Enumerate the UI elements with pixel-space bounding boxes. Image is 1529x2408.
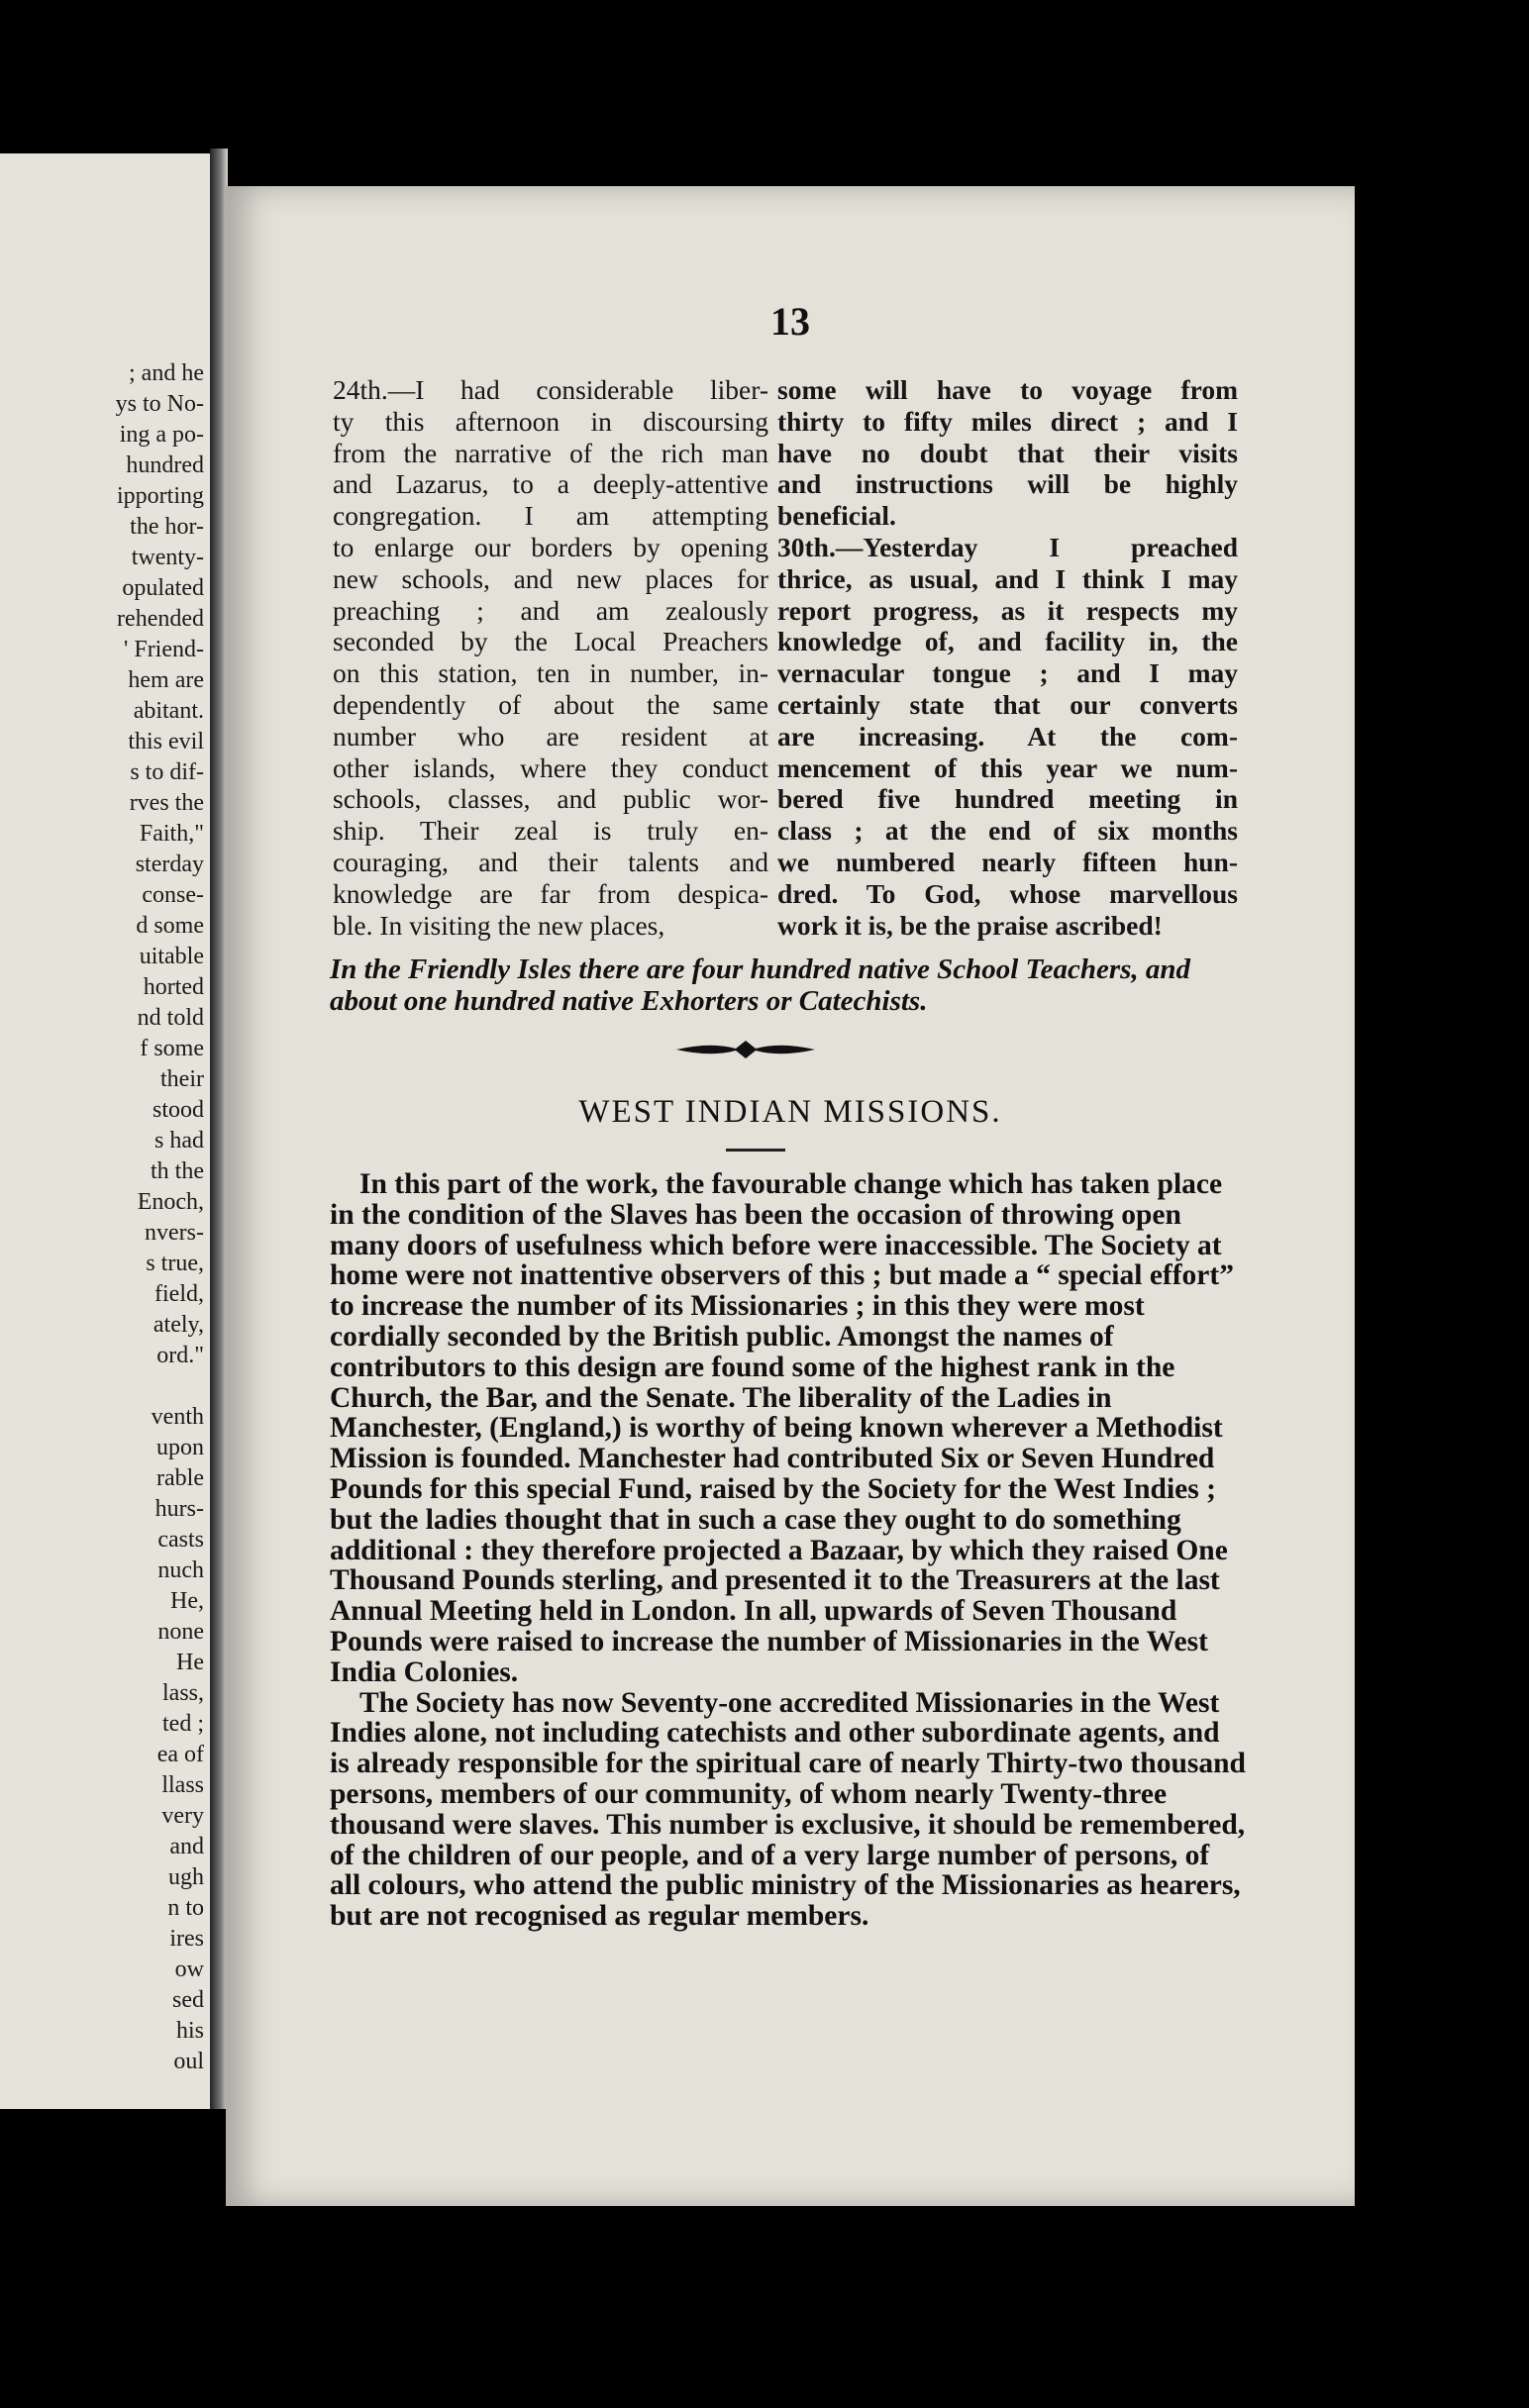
title-rule (726, 1149, 785, 1152)
left-column (333, 374, 768, 941)
right-column-line: are increasing. At the com- (777, 720, 1238, 752)
left-column-line: dependently of about the same (333, 688, 768, 720)
left-fragment-line: venth (151, 1404, 204, 1430)
left-fragment-line: twenty- (131, 545, 204, 570)
left-fragment-line (0, 1371, 204, 1402)
left-fragment-line: his (175, 2018, 204, 2044)
left-column-line: knowledge are far from despica- (333, 877, 768, 909)
left-fragment-line: nuch (157, 1557, 204, 1583)
right-column-line: bered five hundred meeting in (777, 783, 1238, 815)
left-fragment-line: stood (152, 1097, 204, 1123)
left-page-fragment (0, 153, 210, 2109)
left-fragment-line: He (176, 1650, 204, 1675)
left-fragment-line: ugh (168, 1864, 204, 1890)
left-fragment-line: casts (157, 1527, 204, 1553)
left-fragment-line: rves the (129, 790, 204, 816)
right-column-line: certainly state that our converts (777, 688, 1238, 720)
left-fragment-line: uitable (139, 944, 204, 969)
left-fragment-line: ted ; (162, 1711, 204, 1737)
left-column-line: ty this afternoon in discoursing (333, 405, 768, 437)
paragraph-2: The Society has now Seventy-one accredited Missionaries in the West Indies alone, not including catechists and other subordinate agents, and is already responsible for the spiritual care of nearly Thirty-two thousand persons, members of our community, of whom nearly Twenty-three thousand were slaves. This number is exclusive, it should be remembered, of the children of our people, and of a very large number of persons, of all colours, who attend the public ministry of the Missionaries as hearers, but are not recognised as regular members. (330, 1686, 1246, 1933)
right-column-line: beneficial. (777, 500, 896, 532)
left-fragment-line: ately, (153, 1312, 204, 1338)
right-column-line: and instructions will be highly (777, 468, 1238, 500)
left-fragment-line: s true, (146, 1251, 204, 1276)
left-column-line: and Lazarus, to a deeply-attentive (333, 468, 768, 500)
left-fragment-line: s to dif- (130, 759, 204, 785)
left-column-line: couraging, and their talents and (333, 846, 768, 877)
left-fragment-line: ' Friend- (124, 637, 204, 662)
left-fragment-line: field, (154, 1281, 204, 1307)
left-fragment-line: opulated (122, 575, 204, 601)
right-column-line: dred. To God, whose marvellous (777, 877, 1238, 909)
left-fragment-line: d some (136, 913, 204, 939)
page-number: 13 (770, 299, 810, 344)
right-column-line: 30th.—Yesterday I preached (777, 531, 1238, 562)
right-column-line: class ; at the end of six months (777, 815, 1238, 847)
left-fragment-line: and (169, 1834, 204, 1859)
right-column-line: thrice, as usual, and I think I may (777, 562, 1238, 594)
left-fragment-line: oul (173, 2049, 204, 2074)
left-fragment-line: ; and he (129, 360, 204, 386)
paragraph-1: In this part of the work, the favourable change which has taken place in the condition of the Slaves has been the occasion of throwing open many doors of usefulness which before were inaccessible. The Society at home were not inattentive observers of this ; but made a “ special effort” to increase the number of its Missionaries ; in this they were most cordially seconded by the British public. Amongst the names of contributors to this design are found some of the highest rank in the Church, the Bar, and the Senate. The liberality of the Ladies in Manchester, (England,) is worthy of being known wherever a Methodist Mission is founded. Manchester had contributed Six or Seven Hundred Pounds for this special Fund, raised by the Society for the West Indies ; but the ladies thought that in such a case they ought to do something additional : they therefore projected a Bazaar, by which they raised One Thousand Pounds sterling, and presented it to the Treasurers at the last Annual Meeting held in London. In all, upwards of Seven Thousand Pounds were raised to increase the number of Missionaries in the West India Colonies. (330, 1168, 1234, 1688)
section-title: WEST INDIAN MISSIONS. (578, 1094, 1002, 1130)
left-column-line: ship. Their zeal is truly en- (333, 815, 768, 847)
left-fragment-line: this evil (128, 729, 204, 754)
left-fragment-line: their (160, 1066, 204, 1092)
left-fragment-line: ing a po- (119, 422, 204, 448)
left-fragment-line: none (157, 1619, 204, 1645)
right-column-line: mencement of this year we num- (777, 752, 1238, 783)
left-fragment-line: ow (174, 1956, 204, 1982)
left-fragment-line: upon (156, 1435, 204, 1460)
left-column-line: 24th.—I had considerable liber- (333, 374, 768, 405)
left-column-line: other islands, where they conduct (333, 752, 768, 783)
left-fragment-line: s had (154, 1128, 204, 1154)
italic-note: In the Friendly Isles there are four hundred native School Teachers, and about one hundred native Exhorters or Catechists. (330, 953, 1191, 1017)
left-fragment-line: ea of (156, 1742, 204, 1767)
left-fragment-line: hundred (126, 452, 204, 478)
right-column-line: work it is, be the praise ascribed! (777, 909, 1163, 941)
left-fragment-line: horted (143, 974, 204, 1000)
right-column-line: thirty to fifty miles direct ; and I (777, 405, 1238, 437)
left-column-line: from the narrative of the rich man (333, 437, 768, 468)
left-column-line: ble. In visiting the new places, (333, 909, 665, 941)
right-column-line: we numbered nearly fifteen hun- (777, 846, 1238, 877)
left-column-line: on this station, ten in number, in- (333, 657, 768, 689)
left-page-text (0, 358, 204, 2077)
left-fragment-line: He, (170, 1588, 204, 1614)
left-fragment-line: ires (169, 1926, 204, 1952)
left-fragment-line: nvers- (145, 1220, 204, 1246)
left-fragment-line: llass (161, 1772, 204, 1798)
right-column (777, 374, 1238, 941)
left-column-line: new schools, and new places for (333, 562, 768, 594)
right-column-line: vernacular tongue ; and I may (777, 657, 1238, 689)
left-fragment-line: ord." (156, 1343, 204, 1368)
left-fragment-line: hurs- (154, 1496, 204, 1522)
left-column-line: schools, classes, and public wor- (333, 783, 768, 815)
left-fragment-line: ys to No- (115, 391, 204, 417)
left-fragment-line: rehended (117, 606, 204, 632)
right-column-line: some will have to voyage from (777, 374, 1238, 405)
divider-ornament-icon (676, 1038, 815, 1061)
left-fragment-line: ipporting (117, 483, 204, 509)
main-page (226, 186, 1355, 2206)
left-fragment-line: rable (156, 1465, 204, 1491)
left-fragment-line: the hor- (130, 514, 204, 540)
left-column-line: seconded by the Local Preachers (333, 626, 768, 657)
left-fragment-line: lass, (162, 1680, 204, 1706)
right-column-line: report progress, as it respects my (777, 594, 1238, 626)
left-column-line: to enlarge our borders by opening (333, 531, 768, 562)
left-fragment-line: abitant. (133, 698, 204, 724)
left-fragment-line: conse- (142, 882, 204, 908)
left-column-line: preaching ; and am zealously (333, 594, 768, 626)
left-fragment-line: sed (172, 1987, 204, 2013)
left-fragment-line: Faith," (139, 821, 204, 847)
body-text (330, 1169, 1246, 1932)
right-column-line: have no doubt that their visits (777, 437, 1238, 468)
left-fragment-line: f some (140, 1036, 204, 1061)
left-fragment-line: sterday (135, 852, 204, 877)
left-fragment-line: nd told (137, 1005, 204, 1031)
left-column-line: congregation. I am attempting (333, 500, 768, 532)
right-column-line: knowledge of, and facility in, the (777, 626, 1238, 657)
left-fragment-line: n to (167, 1895, 204, 1921)
left-fragment-line: hem are (128, 667, 204, 693)
left-fragment-line: very (161, 1803, 204, 1829)
left-column-line: number who are resident at (333, 720, 768, 752)
left-fragment-line: th the (151, 1158, 204, 1184)
left-fragment-line: Enoch, (137, 1189, 204, 1215)
